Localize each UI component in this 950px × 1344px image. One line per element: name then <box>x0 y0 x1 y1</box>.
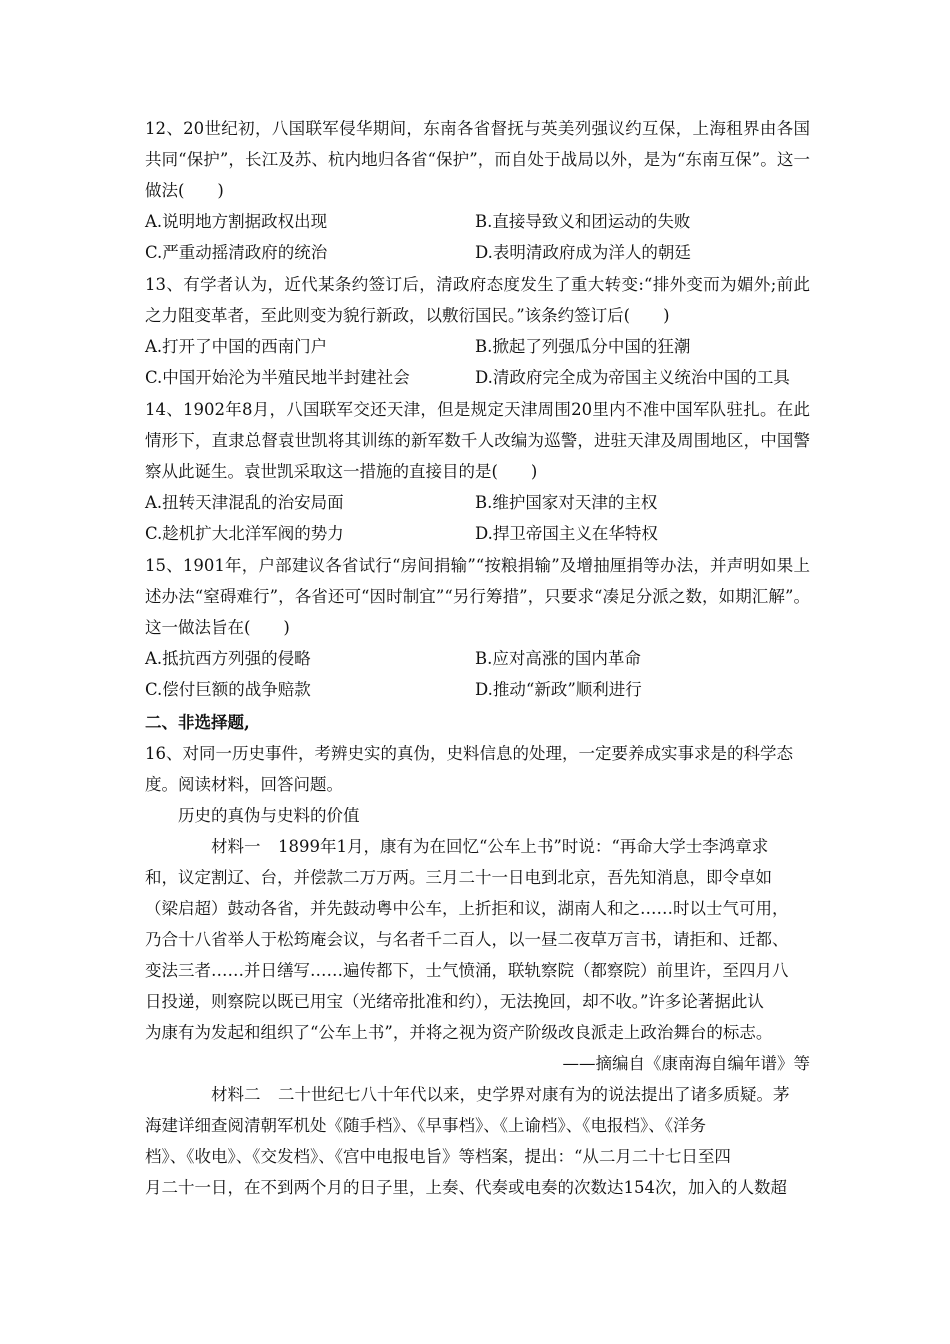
material-1-line: 日投递，则察院以既已用宝（光绪帝批准和约），无法挽回，却不收。”许多论著据此认 <box>145 992 764 1011</box>
question-13 <box>145 269 810 393</box>
options-row <box>145 331 810 362</box>
material-2-line: 档》、《收电》、《交发档》、《宫中电报电旨》等档案，提出：“从二月二十七日至四 <box>145 1147 731 1166</box>
option-d: D.捍卫帝国主义在华特权 <box>475 524 658 543</box>
option-a: A.扭转天津混乱的治安局面 <box>145 493 344 512</box>
material-1-first-line <box>145 831 810 862</box>
option-c: C.偿付巨额的战争赔款 <box>145 680 311 699</box>
question-stem: 14、1902年8月，八国联军交还天津，但是规定天津周围20里内不准中国军队驻扎。在此情形下，直隶总督袁世凯将其训练的新军数千人改编为巡警，进驻天津及周围地区，中国警察从此诞生。袁世凯采取这一措施的直接目的是( ) <box>145 400 810 481</box>
question-14 <box>145 394 810 549</box>
option-d: D.推动“新政”顺利进行 <box>475 680 642 699</box>
question-stem: 15、1901年，户部建议各省试行“房间捐输”“按粮捐输”及增抽厘捐等办法，并声明如果上述办法“窒碍难行”，各省还可“因时制宜”“另行筹措”，只要求“凑足分派之数，如期汇解”。这一做法旨在( ) <box>145 556 810 637</box>
material-2-text: 二十世纪七八十年代以来，史学界对康有为的说法提出了诸多质疑。茅 <box>278 1085 790 1104</box>
material-1-line: 为康有为发起和组织了“公车上书”，并将之视为资产阶级改良派走上政治舞台的标志。 <box>145 1023 773 1042</box>
material-1-line: 和，议定割辽、台，并偿款二万万两。三月二十一日电到北京，吾先知消息，即令卓如 <box>145 868 772 887</box>
option-c: C.严重动摇清政府的统治 <box>145 243 328 262</box>
material-1-text: 1899年1月，康有为在回忆“公车上书”时说：“再命大学士李鸿章求 <box>278 837 769 856</box>
material-1-label: 材料一 <box>211 837 261 856</box>
subtitle: 历史的真伪与史料的价值 <box>178 806 360 825</box>
material-2-first-line <box>145 1079 810 1110</box>
option-d: D.清政府完全成为帝国主义统治中国的工具 <box>475 368 790 387</box>
option-c: C.中国开始沦为半殖民地半封建社会 <box>145 368 410 387</box>
material-1-line: （梁启超）鼓动各省，并先鼓动粤中公车，上折拒和议，湖南人和之……时以士气可用， <box>145 899 789 918</box>
question-stem: 12、20世纪初，八国联军侵华期间，东南各省督抚与英美列强议约互保，上海租界由各国共同“保护”，长江及苏、杭内地归各省“保护”，而自处于战局以外，是为“东南互保”。这一做法( ) <box>145 119 810 200</box>
options-row <box>145 518 810 549</box>
options-row <box>145 643 810 674</box>
option-a: A.打开了中国的西南门户 <box>145 337 328 356</box>
section-non-choice <box>145 707 810 1203</box>
option-c: C.趁机扩大北洋军阀的势力 <box>145 524 344 543</box>
question-12 <box>145 113 810 268</box>
option-a: A.说明地方割据政权出现 <box>145 212 328 231</box>
material-1-line: 乃合十八省举人于松筠庵会议，与名者千二百人，以一昼二夜草万言书，请拒和、迁都、 <box>145 930 789 949</box>
options-row <box>145 237 810 268</box>
material-1-line: 变法三者……并日缮写……遍传都下，士气愤涌，联轨察院（都察院）前里许，至四月八 <box>145 961 789 980</box>
options-row <box>145 206 810 237</box>
options-row <box>145 674 810 705</box>
material-1-source: ——摘编自《康南海自编年谱》等 <box>562 1054 810 1073</box>
material-2-line: 月二十一日，在不到两个月的日子里，上奏、代奏或电奏的次数达154次，加入的人数超 <box>145 1178 787 1197</box>
material-2-label: 材料二 <box>211 1085 261 1104</box>
options-row <box>145 362 810 393</box>
option-a: A.抵抗西方列强的侵略 <box>145 649 311 668</box>
options-row <box>145 487 810 518</box>
question-stem: 13、有学者认为，近代某条约签订后，清政府态度发生了重大转变:“排外变而为媚外;前此之力阻变革者，至此则变为貌行新政，以敷衍国民。”该条约签订后( ) <box>145 275 810 325</box>
section-heading: 二、非选择题, <box>145 713 250 732</box>
question-15 <box>145 550 810 705</box>
material-2-line: 海建详细查阅清朝军机处《随手档》、《早事档》、《上谕档》、《电报档》、《洋务 <box>145 1116 706 1135</box>
option-b: B.维护国家对天津的主权 <box>475 493 658 512</box>
option-b: B.掀起了列强瓜分中国的狂潮 <box>475 337 691 356</box>
option-b: B.应对高涨的国内革命 <box>475 649 641 668</box>
question-16-line: 16、对同一历史事件，考辨史实的真伪，史料信息的处理，一定要养成实事求是的科学态 <box>145 744 793 763</box>
question-16-line: 度。阅读材料，回答问题。 <box>145 775 343 794</box>
option-b: B.直接导致义和团运动的失败 <box>475 212 691 231</box>
option-d: D.表明清政府成为洋人的朝廷 <box>475 243 691 262</box>
